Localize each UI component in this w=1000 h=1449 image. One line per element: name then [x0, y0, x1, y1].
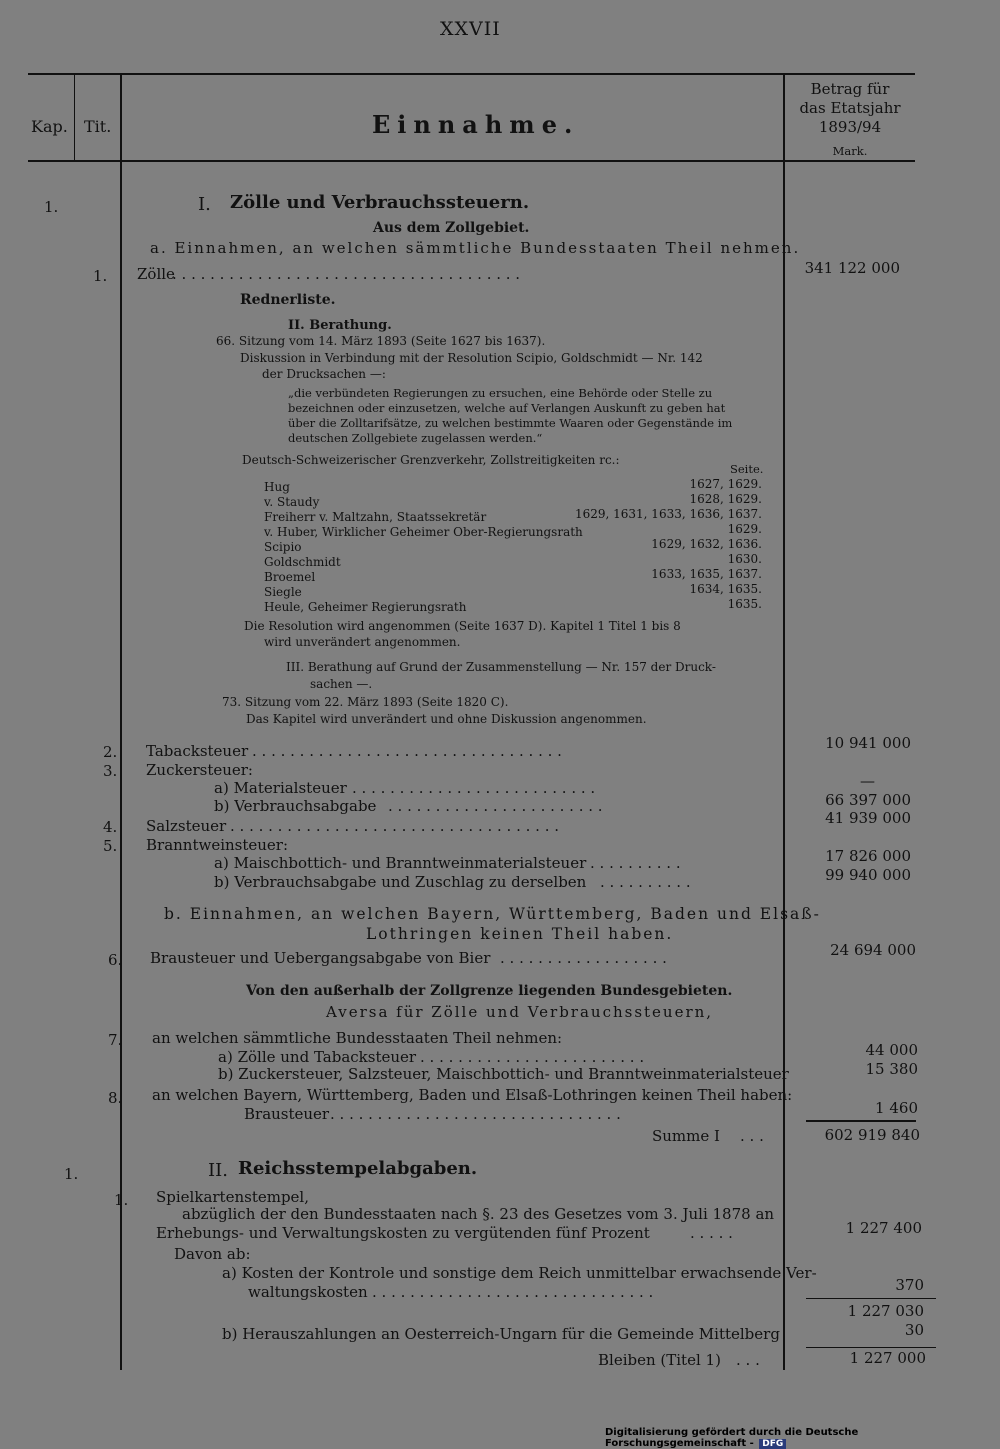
iii-berathung-1: III. Berathung auf Grund der Zusammenstellung — Nr. 157 der Druck- — [286, 660, 716, 674]
dfg-logo: DFG — [759, 1439, 786, 1449]
s1-t2-num: 2. — [103, 743, 118, 761]
speaker-pages: 1629, 1632, 1636. — [651, 537, 762, 551]
topic-line: Deutsch-Schweizerischer Grenzverkehr, Zollstreitigkeiten rc.: — [242, 453, 620, 467]
s2-a-amount: 370 — [895, 1276, 924, 1294]
header-betrag-3: 1893/94 — [818, 118, 882, 136]
s2-title: Reichsstempelabgaben. — [238, 1158, 478, 1179]
speaker-name: Freiherr v. Maltzahn, Staatssekretär — [264, 510, 487, 524]
iii-berathung-2: sachen —. — [310, 677, 373, 691]
s1-t1-dots: . . . . . . . . . . . . . . . . . . . . . . . . . . . . . . . . . . . . . — [172, 265, 521, 283]
speaker-name: Broemel — [264, 570, 316, 584]
footer-credit — [605, 1427, 1000, 1449]
diskussion-line-1: Diskussion in Verbindung mit der Resolution Scipio, Goldschmidt — Nr. 142 — [240, 351, 703, 365]
header-betrag-unit: Mark. — [832, 144, 868, 158]
kap-tit-divider — [74, 75, 75, 160]
speaker-pages: 1627, 1629. — [689, 477, 762, 491]
speaker-name: Heule, Geheimer Regierungsrath — [264, 600, 467, 614]
quote-line-1: „die verbündeten Regierungen zu ersuchen, eine Behörde oder Stelle zu — [288, 386, 713, 400]
s2-t1-label: Spielkartenstempel, — [156, 1188, 309, 1206]
s2-t1-line-2: abzüglich der den Bundesstaaten nach §. 23 des Gesetzes vom 3. Juli 1878 an — [182, 1205, 775, 1223]
s1-t2-amount: 10 941 000 — [825, 734, 911, 752]
s1-t5a-dots: . . . . . . . . . . — [590, 854, 681, 872]
s1-t8-label: an welchen Bayern, Württemberg, Baden und Elsaß-Lothringen keinen Theil haben: — [152, 1086, 793, 1104]
s1-title: Zölle und Verbrauchssteuern. — [230, 192, 530, 213]
tit-text-divider — [120, 75, 122, 1370]
s1-t5-num: 5. — [103, 837, 118, 855]
text-amount-divider — [783, 75, 785, 1370]
s1-sub: Aus dem Zollgebiet. — [373, 220, 530, 236]
s2-b-amount: 30 — [904, 1321, 924, 1339]
speaker-pages: 1629. — [727, 522, 762, 536]
s1-t5b-dots: . . . . . . . . . . — [600, 873, 691, 891]
s1-t1-amount: 341 122 000 — [804, 259, 900, 277]
diskussion-line-2: der Drucksachen —: — [262, 367, 386, 381]
speaker-pages: 1634, 1635. — [689, 582, 762, 596]
s2-a-line-2: waltungskosten — [248, 1283, 368, 1301]
s1-t4-dots: . . . . . . . . . . . . . . . . . . . . . . . . . . . . . . . . . . . — [230, 817, 559, 835]
aversa-line: Aversa für Zölle und Verbrauchssteuern, — [326, 1003, 714, 1021]
speaker-pages: 1629, 1631, 1633, 1636, 1637. — [574, 507, 762, 521]
s2-t1-amount: 1 227 400 — [845, 1219, 922, 1237]
s1-b-line-1: b. Einnahmen, an welchen Bayern, Württemberg, Baden und Elsaß- — [164, 905, 821, 923]
s2-title-num: II. — [208, 1160, 228, 1181]
sitzung-66: 66. Sitzung vom 14. März 1893 (Seite 1627 bis 1637). — [216, 334, 546, 348]
bleiben-amount: 1 227 000 — [849, 1349, 926, 1367]
s1-t5b-amount: 99 940 000 — [825, 866, 911, 884]
s1-t2-label: Tabacksteuer — [146, 742, 249, 760]
speaker-name: v. Huber, Wirklicher Geheimer Ober-Regierungsrath — [264, 525, 583, 539]
s1-t3b-dots: . . . . . . . . . . . . . . . . . . . . . . . — [388, 797, 603, 815]
quote-line-4: deutschen Zollgebiete zugelassen werden.“ — [288, 431, 543, 445]
s1-t3-num: 3. — [103, 762, 118, 780]
header-betrag-2: das Etatsjahr — [799, 99, 901, 117]
footer-text: Digitalisierung gefördert durch die Deutsche Forschungsgemeinschaft - — [605, 1427, 859, 1449]
resolution-line-2: wird unverändert angenommen. — [264, 635, 461, 649]
s1-t7b-label: b) Zuckersteuer, Salzsteuer, Maischbottich- und Branntweinmaterialsteuer — [218, 1065, 789, 1083]
s1-kap: 1. — [44, 198, 59, 216]
s1-t4-label: Salzsteuer — [146, 817, 227, 835]
speaker-pages: 1633, 1635, 1637. — [651, 567, 762, 581]
speaker-name: Goldschmidt — [264, 555, 341, 569]
s1-t5a-amount: 17 826 000 — [825, 847, 911, 865]
s2-a-dots: . . . . . . . . . . . . . . . . . . . . . . . . . . . . . . — [372, 1283, 654, 1301]
s1-t7a-amount: 44 000 — [865, 1041, 918, 1059]
sitzung-73: 73. Sitzung vom 22. März 1893 (Seite 1820 C). — [222, 695, 509, 709]
s1-t8-num: 8. — [108, 1089, 123, 1107]
ii-berathung: II. Berathung. — [288, 318, 392, 333]
s1-t7-label: an welchen sämmtliche Bundesstaaten Theil nehmen: — [152, 1029, 563, 1047]
s1-t4-num: 4. — [103, 818, 118, 836]
s2-t1-line-3: Erhebungs- und Verwaltungskosten zu vergütenden fünf Prozent — [156, 1224, 650, 1242]
s1-a-line: a. Einnahmen, an welchen sämmtliche Bundesstaaten Theil nehmen. — [150, 239, 801, 257]
s2-subtotal-amount: 1 227 030 — [847, 1302, 924, 1320]
s1-t3b-amount: 66 397 000 — [825, 791, 911, 809]
summe-amount: 602 919 840 — [824, 1126, 920, 1144]
s1-t1-label: Zölle — [137, 265, 175, 283]
s1-t3b-label: b) Verbrauchsabgabe — [214, 797, 377, 815]
speaker-name: Siegle — [264, 585, 302, 599]
s1-t7-num: 7. — [108, 1031, 123, 1049]
davon-ab: Davon ab: — [174, 1245, 251, 1263]
s1-t1-num: 1. — [93, 267, 108, 285]
bleiben-dots: . . . — [736, 1351, 760, 1369]
bleiben-rule — [806, 1347, 936, 1348]
speaker-name: Scipio — [264, 540, 302, 554]
s1-t5b-label: b) Verbrauchsabgabe und Zuschlag zu derselben — [214, 873, 587, 891]
s1-t7b-amount: 15 380 — [865, 1060, 918, 1078]
s1-t2-dots: . . . . . . . . . . . . . . . . . . . . . . . . . . . . . . . . . — [252, 742, 562, 760]
bleiben-label: Bleiben (Titel 1) — [598, 1351, 721, 1369]
speaker-pages: 1628, 1629. — [689, 492, 762, 506]
seite-label: Seite. — [730, 462, 764, 476]
quote-line-3: über die Zolltarifsätze, zu welchen bestimmte Waaren oder Gegenstände im — [288, 416, 733, 430]
header-betrag-1: Betrag für — [810, 80, 890, 98]
header-title: Einnahme. — [372, 110, 580, 139]
s1-title-num: I. — [198, 194, 211, 215]
summe-rule — [806, 1120, 916, 1122]
s1-t8a-amount: 1 460 — [875, 1099, 918, 1117]
summe-label: Summe I — [652, 1127, 720, 1145]
s2-t1-dots: . . . . . — [690, 1224, 733, 1242]
s1-t7a-dots: . . . . . . . . . . . . . . . . . . . . . . . . — [420, 1048, 645, 1066]
rednerliste-title: Rednerliste. — [240, 292, 336, 308]
header-tit: Tit. — [84, 117, 112, 136]
s2-a-line-1: a) Kosten der Kontrole und sonstige dem Reich unmittelbar erwachsende Ver- — [222, 1264, 817, 1282]
header-bottom-rule — [28, 160, 915, 162]
s2-kap: 1. — [64, 1165, 79, 1183]
s1-b-line-2: Lothringen keinen Theil haben. — [366, 925, 674, 943]
s2-t1-num: 1. — [114, 1191, 129, 1209]
s1-t5a-label: a) Maischbottich- und Branntweinmaterialsteuer — [214, 854, 587, 872]
s1-t6-amount: 24 694 000 — [830, 941, 916, 959]
subtotal-rule — [806, 1298, 936, 1299]
s1-t6-label: Brausteuer und Uebergangsabgabe von Bier — [150, 949, 491, 967]
s1-t3a-amount: — — [860, 772, 875, 790]
s1-t8a-label: Brausteuer — [244, 1105, 330, 1123]
speaker-pages: 1635. — [727, 597, 762, 611]
resolution-line-1: Die Resolution wird angenommen (Seite 1637 D). Kapitel 1 Titel 1 bis 8 — [244, 619, 681, 633]
header-kap: Kap. — [31, 117, 68, 136]
s1-t6-num: 6. — [108, 951, 123, 969]
s1-t6-dots: . . . . . . . . . . . . . . . . . . — [500, 949, 667, 967]
s1-t8a-dots: . . . . . . . . . . . . . . . . . . . . . . . . . . . . . . . — [330, 1105, 621, 1123]
speaker-name: v. Staudy — [264, 495, 320, 509]
s1-t7a-label: a) Zölle und Tabacksteuer — [218, 1048, 417, 1066]
page-number: XXVII — [440, 18, 501, 40]
s1-t3a-label: a) Materialsteuer — [214, 779, 347, 797]
speaker-name: Hug — [264, 480, 290, 494]
ausserhalb-heading: Von den außerhalb der Zollgrenze liegenden Bundesgebieten. — [246, 983, 733, 999]
quote-line-2: bezeichnen oder einzusetzen, welche auf Verlangen Auskunft zu geben hat — [288, 401, 726, 415]
s2-b-label: b) Herauszahlungen an Oesterreich-Ungarn für die Gemeinde Mittelberg — [222, 1325, 780, 1343]
s1-t3-label: Zuckersteuer: — [146, 761, 253, 779]
s1-t4-amount: 41 939 000 — [825, 809, 911, 827]
kapitel-unveraendert: Das Kapitel wird unverändert und ohne Diskussion angenommen. — [246, 712, 647, 726]
header-top-rule — [28, 73, 915, 75]
s1-t3a-dots: . . . . . . . . . . . . . . . . . . . . . . . . . . — [352, 779, 596, 797]
speaker-pages: 1630. — [727, 552, 762, 566]
s1-t5-label: Branntweinsteuer: — [146, 836, 289, 854]
summe-dots: . . . — [740, 1127, 764, 1145]
